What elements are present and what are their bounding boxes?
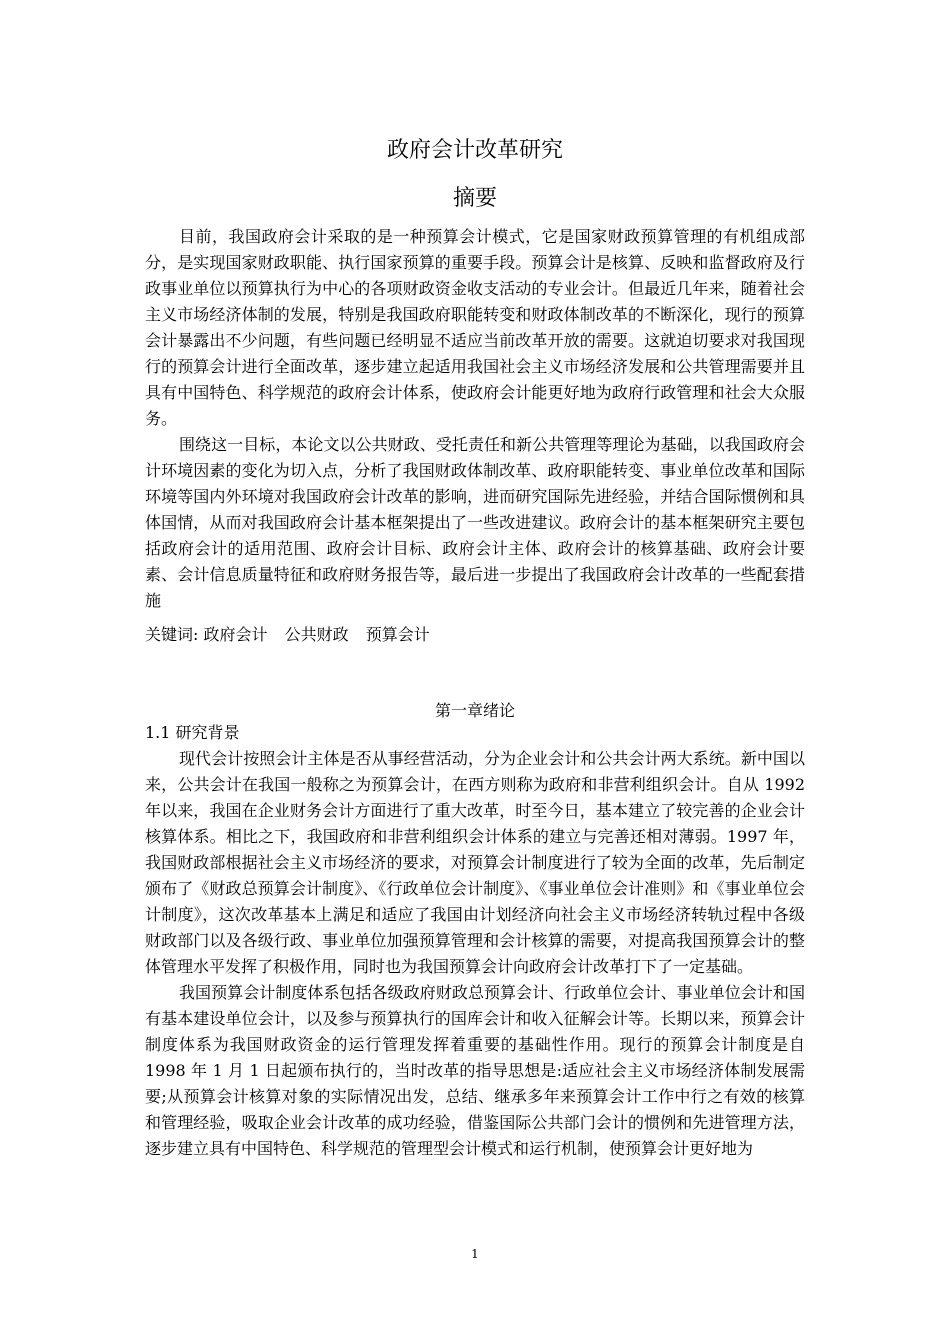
keyword-2: 公共财政	[284, 625, 349, 644]
keywords-label: 关键词:	[145, 625, 199, 644]
abstract-paragraph-1: 目前，我国政府会计采取的是一种预算会计模式，它是国家财政预算管理的有机组成部分，是实现国家财政职能、执行国家预算的重要手段。预算会计是核算、反映和监督政府及行政事业单位以预算执行为中心的各项财政资金收支活动的专业会计。但最近几年来，随着社会主义市场经济体制的发展，特别是我国政府职能转变和财政体制改革的不断深化，现行的预算会计暴露出不少问题，有些问题已经明显不适应当前改革开放的需要。这就迫切要求对我国现行的预算会计进行全面改革，逐步建立起适用我国社会主义市场经济发展和公共管理需要并且具有中国特色、科学规范的政府会计体系，使政府会计能更好地为政府行政管理和社会大众服务。	[145, 227, 805, 428]
abstract-paragraph-2: 围绕这一目标，本论文以公共财政、受托责任和新公共管理等理论为基础，以我国政府会计环境因素的变化为切入点，分析了我国财政体制改革、政府职能转变、事业单位改革和国际环境等国内外环境对我国政府会计改革的影响，进而研究国际先进经验，并结合国际惯例和具体国情，从而对我国政府会计基本框架提出了一些改进建议。政府会计的基本框架研究主要包括政府会计的适用范围、政府会计目标、政府会计主体、政府会计的核算基础、政府会计要素、会计信息质量特征和政府财务报告等，最后进一步提出了我国政府会计改革的一些配套措施	[145, 435, 805, 610]
chapter-heading: 第一章绪论	[434, 701, 515, 720]
document-title: 政府会计改革研究	[386, 138, 563, 163]
keyword-1: 政府会计	[203, 625, 268, 644]
keywords-line	[145, 622, 805, 648]
section-heading: 1.1 研究背景	[145, 723, 240, 742]
section-paragraph-2: 我国预算会计制度体系包括各级政府财政总预算会计、行政单位会计、事业单位会计和国有基本建设单位会计，以及参与预算执行的国库会计和收入征解会计等。长期以来，预算会计制度体系为我国财政资金的运行管理发挥着重要的基础性作用。现行的预算会计制度是自 1998 年 1 月 1 日起颁布执行的，当时改革的指导思想是:适应社会主义市场经济体制发展需要;从预算会计核算对象的实际情况出发，总结、继承多年来预算会计工作中行之有效的核算和管理经验，吸取企业会计改革的成功经验，借鉴国际公共部门会计的惯例和先进管理方法，逐步建立具有中国特色、科学规范的管理型会计模式和运行机制，使预算会计更好地为	[145, 983, 805, 1158]
section-paragraph-1: 现代会计按照会计主体是否从事经营活动，分为企业会计和公共会计两大系统。新中国以来，公共会计在我国一般称之为预算会计，在西方则称为政府和非营利组织会计。自从 1992 年以来，我国在企业财务会计方面进行了重大改革，时至今日，基本建立了较完善的企业会计核算体系。相比之下，我国政府和非营利组织会计体系的建立与完善还相对薄弱。1997 年，我国财政部根据社会主义市场经济的要求，对预算会计制度进行了较为全面的改革，先后制定颁布了《财政总预算会计制度》、《行政单位会计制度》、《事业单位会计准则》和《事业单位会计制度》，这次改革基本上满足和适应了我国由计划经济向社会主义市场经济转轨过程中各级财政部门以及各级行政、事业单位加强预算管理和会计核算的需要，对提高我国预算会计的整体管理水平发挥了积极作用，同时也为我国预算会计向政府会计改革打下了一定基础。	[145, 749, 805, 976]
abstract-heading: 摘要	[452, 186, 497, 211]
keyword-3: 预算会计	[365, 625, 430, 644]
section-body	[145, 720, 805, 1162]
abstract-body	[145, 224, 805, 614]
page-number: 1	[471, 1247, 479, 1261]
